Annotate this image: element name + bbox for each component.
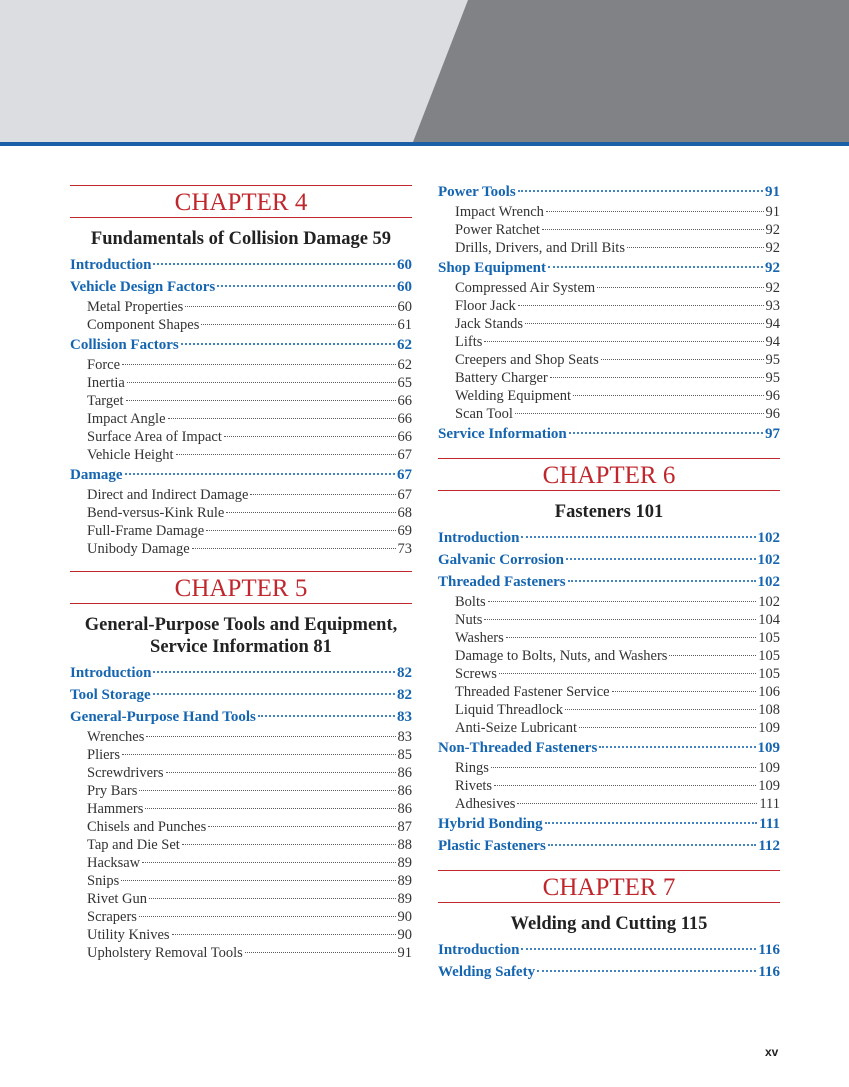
toc-subsection-link[interactable]: [70, 374, 412, 392]
entry-page: 111: [759, 796, 780, 812]
dot-leader: [217, 285, 395, 287]
entry-page: 105: [758, 630, 780, 646]
header-rule: [0, 142, 849, 146]
dot-leader: [542, 229, 764, 230]
toc-section-link[interactable]: [438, 813, 780, 835]
toc-section-link[interactable]: [438, 939, 780, 961]
dot-leader: [565, 709, 756, 710]
entry-label: Power Tools: [438, 184, 516, 200]
toc-subsection-link[interactable]: [70, 540, 412, 558]
entry-page: 111: [759, 816, 780, 832]
entry-page: 109: [758, 760, 780, 776]
dot-leader: [521, 948, 756, 950]
entry-label: Target: [87, 393, 124, 409]
chapter-title: CHAPTER 5: [70, 572, 412, 604]
toc-subsection-link[interactable]: [438, 203, 780, 221]
toc-subsection-link[interactable]: [438, 777, 780, 795]
entry-label: General-Purpose Hand Tools: [70, 709, 256, 725]
entry-page: 116: [758, 964, 780, 980]
dot-leader: [484, 619, 756, 620]
entry-label: Pry Bars: [87, 783, 138, 799]
entry-label: Scrapers: [87, 909, 137, 925]
entry-label: Service Information: [438, 426, 567, 442]
chapter-heading: [438, 458, 780, 527]
toc-subsection-link[interactable]: [438, 611, 780, 629]
dot-leader: [612, 691, 757, 692]
chapter-title: CHAPTER 6: [438, 459, 780, 491]
toc-section-link[interactable]: [70, 334, 412, 356]
chapter-heading: [70, 571, 412, 662]
entry-page: 62: [397, 337, 412, 353]
entry-label: Hammers: [87, 801, 144, 817]
dot-leader: [146, 736, 395, 737]
entry-page: 112: [758, 838, 780, 854]
entry-page: 66: [397, 411, 412, 427]
entry-page: 108: [758, 702, 780, 718]
entry-label: Battery Charger: [455, 370, 548, 386]
entry-page: 66: [397, 429, 412, 445]
entry-page: 93: [765, 298, 780, 314]
entry-page: 104: [758, 612, 780, 628]
dot-leader: [521, 536, 755, 538]
entry-label: Floor Jack: [455, 298, 516, 314]
toc-section-link[interactable]: [438, 527, 780, 549]
entry-label: Unibody Damage: [87, 541, 190, 557]
entry-page: 87: [397, 819, 412, 835]
dot-leader: [546, 211, 764, 212]
entry-page: 102: [757, 574, 780, 590]
entry-page: 66: [397, 393, 412, 409]
dot-leader: [627, 247, 764, 248]
dot-leader: [250, 494, 395, 495]
entry-label: Utility Knives: [87, 927, 170, 943]
entry-label: Snips: [87, 873, 120, 889]
entry-label: Welding Equipment: [455, 388, 572, 404]
entry-page: 67: [397, 487, 412, 503]
entry-label: Vehicle Design Factors: [70, 279, 216, 295]
toc-subsection-link[interactable]: [70, 446, 412, 464]
entry-page: 92: [765, 222, 780, 238]
entry-page: 92: [765, 240, 780, 256]
toc-subsection-link[interactable]: [70, 926, 412, 944]
dot-leader: [192, 548, 396, 549]
dot-leader: [201, 324, 395, 325]
dot-leader: [517, 803, 757, 804]
entry-label: Plastic Fasteners: [438, 838, 546, 854]
toc-section-link[interactable]: [438, 835, 780, 857]
dot-leader: [153, 671, 395, 673]
dot-leader: [566, 558, 756, 560]
dot-leader: [484, 341, 763, 342]
dot-leader: [488, 601, 757, 602]
toc-subsection-link[interactable]: [70, 836, 412, 854]
toc-subsection-link[interactable]: [70, 800, 412, 818]
dot-leader: [506, 637, 756, 638]
entry-page: 82: [397, 687, 412, 703]
entry-label: Anti-Seize Lubricant: [455, 720, 577, 736]
dot-leader: [139, 790, 395, 791]
toc-column-left: [70, 185, 412, 962]
entry-page: 105: [758, 666, 780, 682]
chapter-subtitle[interactable]: Fasteners 101: [554, 502, 664, 522]
toc-subsection-link[interactable]: [438, 683, 780, 701]
entry-label: Impact Wrench: [455, 204, 544, 220]
toc-subsection-link[interactable]: [70, 428, 412, 446]
entry-page: 83: [397, 729, 412, 745]
entry-page: 67: [397, 447, 412, 463]
toc-subsection-link[interactable]: [70, 746, 412, 764]
dot-leader: [599, 746, 755, 748]
dot-leader: [181, 343, 395, 345]
dot-leader: [142, 862, 395, 863]
entry-page: 90: [397, 909, 412, 925]
entry-page: 92: [765, 260, 780, 276]
toc-subsection-link[interactable]: [70, 392, 412, 410]
dot-leader: [172, 934, 396, 935]
toc-section-link[interactable]: [70, 684, 412, 706]
entry-page: 91: [765, 184, 780, 200]
toc-subsection-link[interactable]: [438, 665, 780, 683]
toc-section-link[interactable]: [70, 276, 412, 298]
dot-leader: [224, 436, 396, 437]
dot-leader: [153, 693, 395, 695]
toc-section-link[interactable]: [438, 257, 780, 279]
entry-page: 90: [397, 927, 412, 943]
dot-leader: [537, 970, 756, 972]
dot-leader: [176, 454, 396, 455]
dot-leader: [127, 382, 396, 383]
dot-leader: [525, 323, 763, 324]
entry-label: Rings: [455, 760, 489, 776]
dot-leader: [139, 916, 396, 917]
entry-page: 102: [758, 594, 780, 610]
chapter-subtitle[interactable]: General-Purpose Tools and Equipment, Service Information 81: [84, 615, 398, 657]
toc-section-link[interactable]: [70, 662, 412, 684]
entry-page: 89: [397, 891, 412, 907]
chapter-subtitle[interactable]: Welding and Cutting 115: [510, 914, 708, 934]
dot-leader: [669, 655, 756, 656]
dot-leader: [545, 822, 758, 824]
dot-leader: [258, 715, 395, 717]
entry-page: 94: [765, 334, 780, 350]
toc-subsection-link[interactable]: [70, 728, 412, 746]
entry-page: 96: [765, 388, 780, 404]
toc-subsection-link[interactable]: [438, 333, 780, 351]
dot-leader: [145, 808, 395, 809]
entry-page: 62: [397, 357, 412, 373]
entry-label: Lifts: [455, 334, 483, 350]
entry-label: Screwdrivers: [87, 765, 164, 781]
entry-label: Impact Angle: [87, 411, 166, 427]
toc-section-link[interactable]: [438, 737, 780, 759]
entry-label: Screws: [455, 666, 497, 682]
toc-subsection-link[interactable]: [438, 719, 780, 737]
toc-subsection-link[interactable]: [70, 486, 412, 504]
entry-label: Inertia: [87, 375, 125, 391]
toc-subsection-link[interactable]: [438, 647, 780, 665]
entry-label: Threaded Fastener Service: [455, 684, 610, 700]
entry-page: 102: [757, 552, 780, 568]
page-number: xv: [765, 1045, 779, 1059]
entry-label: Shop Equipment: [438, 260, 546, 276]
entry-page: 109: [758, 778, 780, 794]
entry-label: Hybrid Bonding: [438, 816, 543, 832]
toc-subsection-link[interactable]: [438, 315, 780, 333]
dot-leader: [499, 673, 756, 674]
entry-label: Upholstery Removal Tools: [87, 945, 243, 961]
toc-section-link[interactable]: [70, 254, 412, 276]
entry-label: Threaded Fasteners: [438, 574, 566, 590]
toc-section-link[interactable]: [438, 961, 780, 983]
entry-page: 91: [765, 204, 780, 220]
toc-subsection-link[interactable]: [70, 764, 412, 782]
entry-label: Wrenches: [87, 729, 145, 745]
entry-page: 88: [397, 837, 412, 853]
entry-page: 109: [758, 720, 780, 736]
entry-page: 67: [397, 467, 412, 483]
entry-label: Introduction: [70, 665, 152, 681]
toc-subsection-link[interactable]: [438, 759, 780, 777]
entry-page: 116: [758, 942, 780, 958]
entry-page: 60: [397, 279, 412, 295]
entry-label: Introduction: [438, 530, 520, 546]
entry-page: 97: [765, 426, 780, 442]
entry-label: Scan Tool: [455, 406, 513, 422]
dot-leader: [149, 898, 395, 899]
entry-page: 92: [765, 280, 780, 296]
dot-leader: [121, 880, 395, 881]
dot-leader: [550, 377, 764, 378]
entry-label: Introduction: [70, 257, 152, 273]
toc-subsection-link[interactable]: [438, 279, 780, 297]
toc-subsection-link[interactable]: [70, 316, 412, 334]
entry-label: Welding Safety: [438, 964, 536, 980]
entry-label: Liquid Threadlock: [455, 702, 564, 718]
dot-leader: [573, 395, 763, 396]
entry-page: 102: [757, 530, 780, 546]
entry-page: 95: [765, 370, 780, 386]
dot-leader: [126, 400, 396, 401]
entry-page: 96: [765, 406, 780, 422]
toc-section-link[interactable]: [70, 706, 412, 728]
entry-page: 91: [397, 945, 412, 961]
entry-label: Galvanic Corrosion: [438, 552, 564, 568]
toc-column-right: [438, 181, 780, 983]
entry-page: 86: [397, 783, 412, 799]
dot-leader: [168, 418, 396, 419]
toc-section-link[interactable]: [70, 464, 412, 486]
entry-label: Compressed Air System: [455, 280, 596, 296]
toc-subsection-link[interactable]: [438, 297, 780, 315]
entry-page: 106: [758, 684, 780, 700]
entry-label: Washers: [455, 630, 504, 646]
entry-label: Hacksaw: [87, 855, 141, 871]
entry-page: 95: [765, 352, 780, 368]
entry-page: 60: [397, 299, 412, 315]
entry-page: 89: [397, 873, 412, 889]
dot-leader: [125, 473, 396, 475]
entry-label: Chisels and Punches: [87, 819, 207, 835]
entry-label: Collision Factors: [70, 337, 179, 353]
dot-leader: [182, 844, 396, 845]
entry-label: Drills, Drivers, and Drill Bits: [455, 240, 625, 256]
dot-leader: [515, 413, 764, 414]
chapter-spacer: [438, 857, 780, 870]
entry-label: Creepers and Shop Seats: [455, 352, 599, 368]
toc-subsection-link[interactable]: [70, 818, 412, 836]
chapter-heading: [70, 185, 412, 254]
dot-leader: [206, 530, 395, 531]
entry-label: Rivet Gun: [87, 891, 148, 907]
toc-subsection-link[interactable]: [438, 795, 780, 813]
toc-subsection-link[interactable]: [70, 872, 412, 890]
toc-subsection-link[interactable]: [438, 701, 780, 719]
toc-subsection-link[interactable]: [70, 504, 412, 522]
chapter-spacer: [438, 445, 780, 458]
toc-subsection-link[interactable]: [438, 351, 780, 369]
toc-section-link[interactable]: [438, 423, 780, 445]
entry-page: 86: [397, 765, 412, 781]
dot-leader: [491, 767, 756, 768]
entry-label: Direct and Indirect Damage: [87, 487, 249, 503]
entry-label: Rivets: [455, 778, 493, 794]
entry-page: 60: [397, 257, 412, 273]
toc-section-link[interactable]: [438, 549, 780, 571]
entry-page: 83: [397, 709, 412, 725]
chapter-spacer: [70, 558, 412, 571]
entry-page: 69: [397, 523, 412, 539]
dot-leader: [166, 772, 396, 773]
dot-leader: [518, 190, 763, 192]
dot-leader: [569, 432, 763, 434]
entry-label: Power Ratchet: [455, 222, 540, 238]
entry-label: Nuts: [455, 612, 483, 628]
dot-leader: [548, 844, 756, 846]
toc-subsection-link[interactable]: [70, 908, 412, 926]
entry-page: 61: [397, 317, 412, 333]
dot-leader: [185, 306, 395, 307]
toc-subsection-link[interactable]: [438, 629, 780, 647]
entry-label: Metal Properties: [87, 299, 184, 315]
toc-subsection-link[interactable]: [70, 854, 412, 872]
entry-page: 68: [397, 505, 412, 521]
dot-leader: [518, 305, 764, 306]
entry-page: 109: [757, 740, 780, 756]
dot-leader: [245, 952, 396, 953]
toc-subsection-link[interactable]: [438, 239, 780, 257]
dot-leader: [122, 364, 395, 365]
entry-label: Adhesives: [455, 796, 516, 812]
entry-page: 65: [397, 375, 412, 391]
entry-label: Bolts: [455, 594, 486, 610]
entry-label: Full-Frame Damage: [87, 523, 205, 539]
toc-subsection-link[interactable]: [70, 522, 412, 540]
dot-leader: [494, 785, 756, 786]
entry-label: Tool Storage: [70, 687, 151, 703]
entry-label: Bend-versus-Kink Rule: [87, 505, 225, 521]
entry-label: Introduction: [438, 942, 520, 958]
toc-subsection-link[interactable]: [438, 405, 780, 423]
entry-label: Jack Stands: [455, 316, 524, 332]
chapter-title: CHAPTER 4: [70, 186, 412, 218]
entry-page: 89: [397, 855, 412, 871]
toc-subsection-link[interactable]: [438, 387, 780, 405]
entry-label: Damage to Bolts, Nuts, and Washers: [455, 648, 668, 664]
entry-page: 94: [765, 316, 780, 332]
dot-leader: [601, 359, 764, 360]
dot-leader: [597, 287, 763, 288]
entry-label: Surface Area of Impact: [87, 429, 222, 445]
entry-label: Component Shapes: [87, 317, 200, 333]
entry-label: Pliers: [87, 747, 121, 763]
toc-section-link[interactable]: [438, 181, 780, 203]
toc-subsection-link[interactable]: [438, 369, 780, 387]
entry-page: 86: [397, 801, 412, 817]
toc-subsection-link[interactable]: [70, 356, 412, 374]
entry-page: 85: [397, 747, 412, 763]
dot-leader: [568, 580, 756, 582]
toc-subsection-link[interactable]: [70, 298, 412, 316]
entry-label: Non-Threaded Fasteners: [438, 740, 598, 756]
chapter-heading: [438, 870, 780, 939]
chapter-subtitle[interactable]: Fundamentals of Collision Damage 59: [90, 229, 392, 249]
toc-subsection-link[interactable]: [70, 782, 412, 800]
dot-leader: [579, 727, 756, 728]
toc-subsection-link[interactable]: [438, 593, 780, 611]
entry-label: Vehicle Height: [87, 447, 174, 463]
dot-leader: [548, 266, 763, 268]
toc-subsection-link[interactable]: [438, 221, 780, 239]
entry-label: Damage: [70, 467, 123, 483]
entry-page: 105: [758, 648, 780, 664]
entry-page: 73: [397, 541, 412, 557]
entry-label: Force: [87, 357, 121, 373]
toc-subsection-link[interactable]: [70, 410, 412, 428]
toc-subsection-link[interactable]: [70, 944, 412, 962]
toc-section-link[interactable]: [438, 571, 780, 593]
dot-leader: [208, 826, 395, 827]
toc-subsection-link[interactable]: [70, 890, 412, 908]
entry-label: Tap and Die Set: [87, 837, 180, 853]
dot-leader: [226, 512, 395, 513]
chapter-title: CHAPTER 7: [438, 871, 780, 903]
dot-leader: [122, 754, 395, 755]
entry-page: 82: [397, 665, 412, 681]
dot-leader: [153, 263, 395, 265]
